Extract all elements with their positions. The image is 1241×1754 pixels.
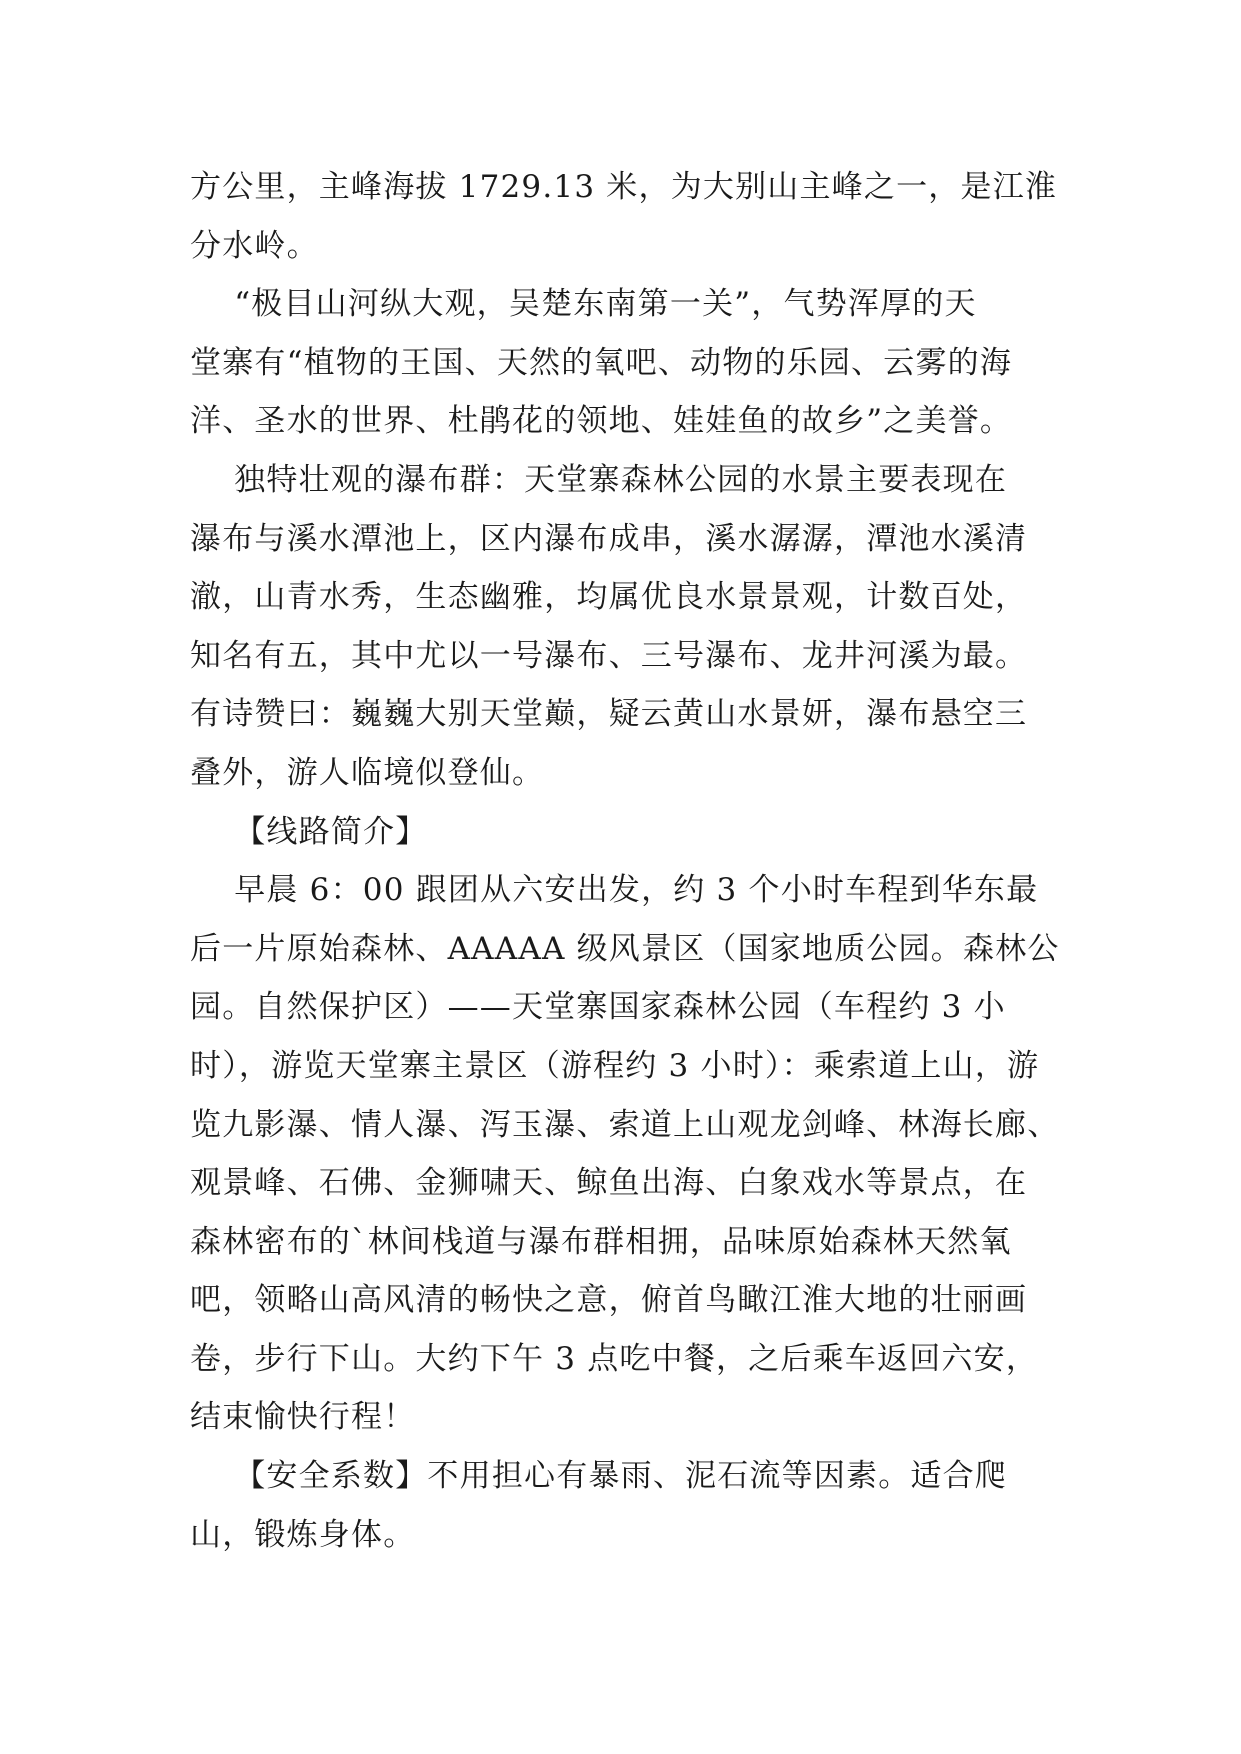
- document-body: [190, 158, 1070, 1564]
- text-line: 观景峰、石佛、金狮啸天、鲸鱼出海、白象戏水等景点，在: [190, 1165, 1028, 1202]
- text-line: 后一片原始森林、AAAAA 级风景区（国家地质公园。森林公: [190, 930, 1060, 967]
- text-line: 叠外，游人临境似登仙。: [190, 754, 545, 791]
- text-line: 洋、圣水的世界、杜鹃花的领地、娃娃鱼的故乡”之美誉。: [190, 403, 1013, 440]
- section-heading: 【线路简介】: [190, 813, 428, 850]
- text-line: 【安全系数】不用担心有暴雨、泥石流等因素。适合爬: [190, 1458, 1008, 1495]
- text-line: 时），游览天堂寨主景区（游程约 3 小时）：乘索道上山，游: [190, 1047, 1040, 1084]
- text-line: 森林密布的`林间栈道与瀑布群相拥，品味原始森林天然氧: [190, 1223, 1012, 1260]
- text-line: 独特壮观的瀑布群：天堂寨森林公园的水景主要表现在: [190, 461, 1008, 498]
- text-line: “极目山河纵大观，吴楚东南第一关”，气势浑厚的天: [190, 286, 977, 323]
- text-line: 吧，领略山高风清的畅快之意，俯首鸟瞰江淮大地的壮丽画: [190, 1282, 1028, 1319]
- text-line: 瀑布与溪水潭池上，区内瀑布成串，溪水潺潺，潭池水溪清: [190, 520, 1028, 557]
- text-line: 山，锻炼身体。: [190, 1516, 416, 1553]
- text-line: 卷，步行下山。大约下午 3 点吃中餐，之后乘车返回六安，: [190, 1340, 1039, 1377]
- text-line: 早晨 6：00 跟团从六安出发，约 3 个小时车程到华东最: [190, 872, 1039, 909]
- text-line: 览九影瀑、情人瀑、泻玉瀑、索道上山观龙剑峰、林海长廊、: [190, 1106, 1060, 1143]
- text-line: 堂寨有“植物的王国、天然的氧吧、动物的乐园、云雾的海: [190, 344, 1013, 381]
- text-line: 园。自然保护区）——天堂寨国家森林公园（车程约 3 小: [190, 989, 1006, 1026]
- text-line: 知名有五，其中尤以一号瀑布、三号瀑布、龙井河溪为最。: [190, 637, 1028, 674]
- text-line: 方公里，主峰海拔 1729.13 米，为大别山主峰之一，是江淮: [190, 169, 1058, 205]
- text-line: 结束愉快行程！: [190, 1399, 416, 1436]
- text-line: 澈，山青水秀，生态幽雅，均属优良水景景观，计数百处，: [190, 579, 1028, 616]
- text-line: 分水岭。: [190, 227, 319, 264]
- text-line: 有诗赞曰：巍巍大别天堂巅，疑云黄山水景妍，瀑布悬空三: [190, 696, 1028, 733]
